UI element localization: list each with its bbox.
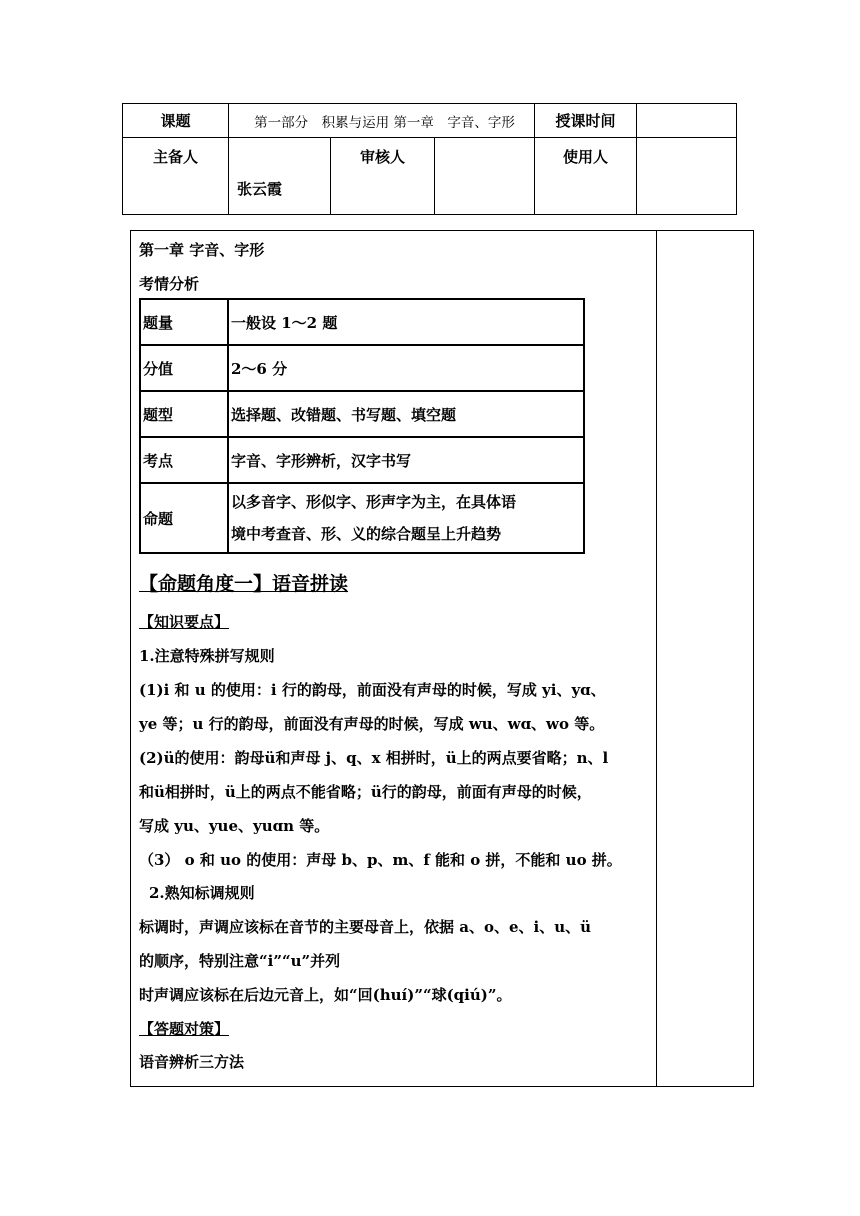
table-row bbox=[140, 483, 584, 553]
table-row bbox=[140, 391, 584, 437]
lesson-content-box bbox=[130, 230, 754, 1087]
row-value: 字音、字形辨析，汉字书写 bbox=[228, 437, 584, 483]
row-value: 一般设 1～2 题 bbox=[228, 299, 584, 345]
row-value: 2～6 分 bbox=[228, 345, 584, 391]
preparer-cell bbox=[229, 138, 331, 215]
chapter-title: 第一章 字音、字形 bbox=[139, 241, 265, 259]
strategy-heading: 【答题对策】 bbox=[139, 1020, 230, 1038]
p2-line1: (2)ü的使用：韵母ü和声母 j、q、x 相拼时，ü上的两点要省略；n、l bbox=[139, 749, 609, 767]
p2-line2: 和ü相拼时，ü上的两点不能省略；ü行的韵母，前面有声母的时候， bbox=[139, 783, 592, 801]
row-key: 题量 bbox=[140, 299, 228, 345]
row-value-line: 境中考查音、形、义的综合题呈上升趋势 bbox=[231, 525, 502, 543]
row-value bbox=[228, 483, 584, 553]
preparer-label: 主备人 bbox=[123, 138, 229, 215]
preparer-name: 张云霞 bbox=[237, 180, 283, 198]
reviewer-label: 审核人 bbox=[331, 138, 435, 215]
analysis-title: 考情分析 bbox=[139, 275, 200, 293]
table-row bbox=[140, 345, 584, 391]
table-row bbox=[140, 437, 584, 483]
topic-value: 第一部分 积累与运用 第一章 字音、字形 bbox=[229, 104, 535, 138]
lesson-header-table bbox=[122, 103, 737, 215]
table-row bbox=[140, 299, 584, 345]
knowledge-heading: 【知识要点】 bbox=[139, 613, 230, 631]
row-key: 考点 bbox=[140, 437, 228, 483]
point1-title: 1.注意特殊拼写规则 bbox=[139, 647, 275, 665]
angle-heading: 【命题角度一】语音拼读 bbox=[139, 573, 349, 595]
reviewer-value bbox=[435, 138, 535, 215]
tone-line1: 标调时，声调应该标在音节的主要母音上，依据 a、o、e、i、u、ü bbox=[139, 918, 592, 936]
user-value bbox=[637, 138, 737, 215]
row-value-line: 以多音字、形似字、形声字为主，在具体语 bbox=[231, 493, 517, 511]
time-value bbox=[637, 104, 737, 138]
row-key: 题型 bbox=[140, 391, 228, 437]
p2-line3: 写成 yu、yue、yuɑn 等。 bbox=[139, 817, 330, 835]
tone-line3: 时声调应该标在后边元音上，如“回(huí)”“球(qiú)”。 bbox=[139, 986, 512, 1004]
point2-title: 2.熟知标调规则 bbox=[149, 884, 255, 902]
time-label: 授课时间 bbox=[535, 104, 637, 138]
user-label: 使用人 bbox=[535, 138, 637, 215]
p1-line2: ye 等；u 行的韵母，前面没有声母的时候，写成 wu、wɑ、wo 等。 bbox=[139, 715, 605, 733]
p3-line: （3） o 和 uo 的使用：声母 b、p、m、f 能和 o 拼，不能和 uo 拼。 bbox=[139, 851, 622, 869]
topic-label: 课题 bbox=[123, 104, 229, 138]
column-divider bbox=[656, 231, 657, 1086]
p1-line1: (1)i 和 u 的使用：i 行的韵母，前面没有声母的时候，写成 yi、yɑ、 bbox=[139, 681, 606, 699]
tone-line2: 的顺序，特别注意“i”“u”并列 bbox=[139, 952, 341, 970]
row-value: 选择题、改错题、书写题、填空题 bbox=[228, 391, 584, 437]
exam-analysis-table bbox=[139, 298, 585, 554]
row-key: 分值 bbox=[140, 345, 228, 391]
strategy-text: 语音辨析三方法 bbox=[139, 1053, 245, 1071]
row-key: 命题 bbox=[140, 483, 228, 553]
